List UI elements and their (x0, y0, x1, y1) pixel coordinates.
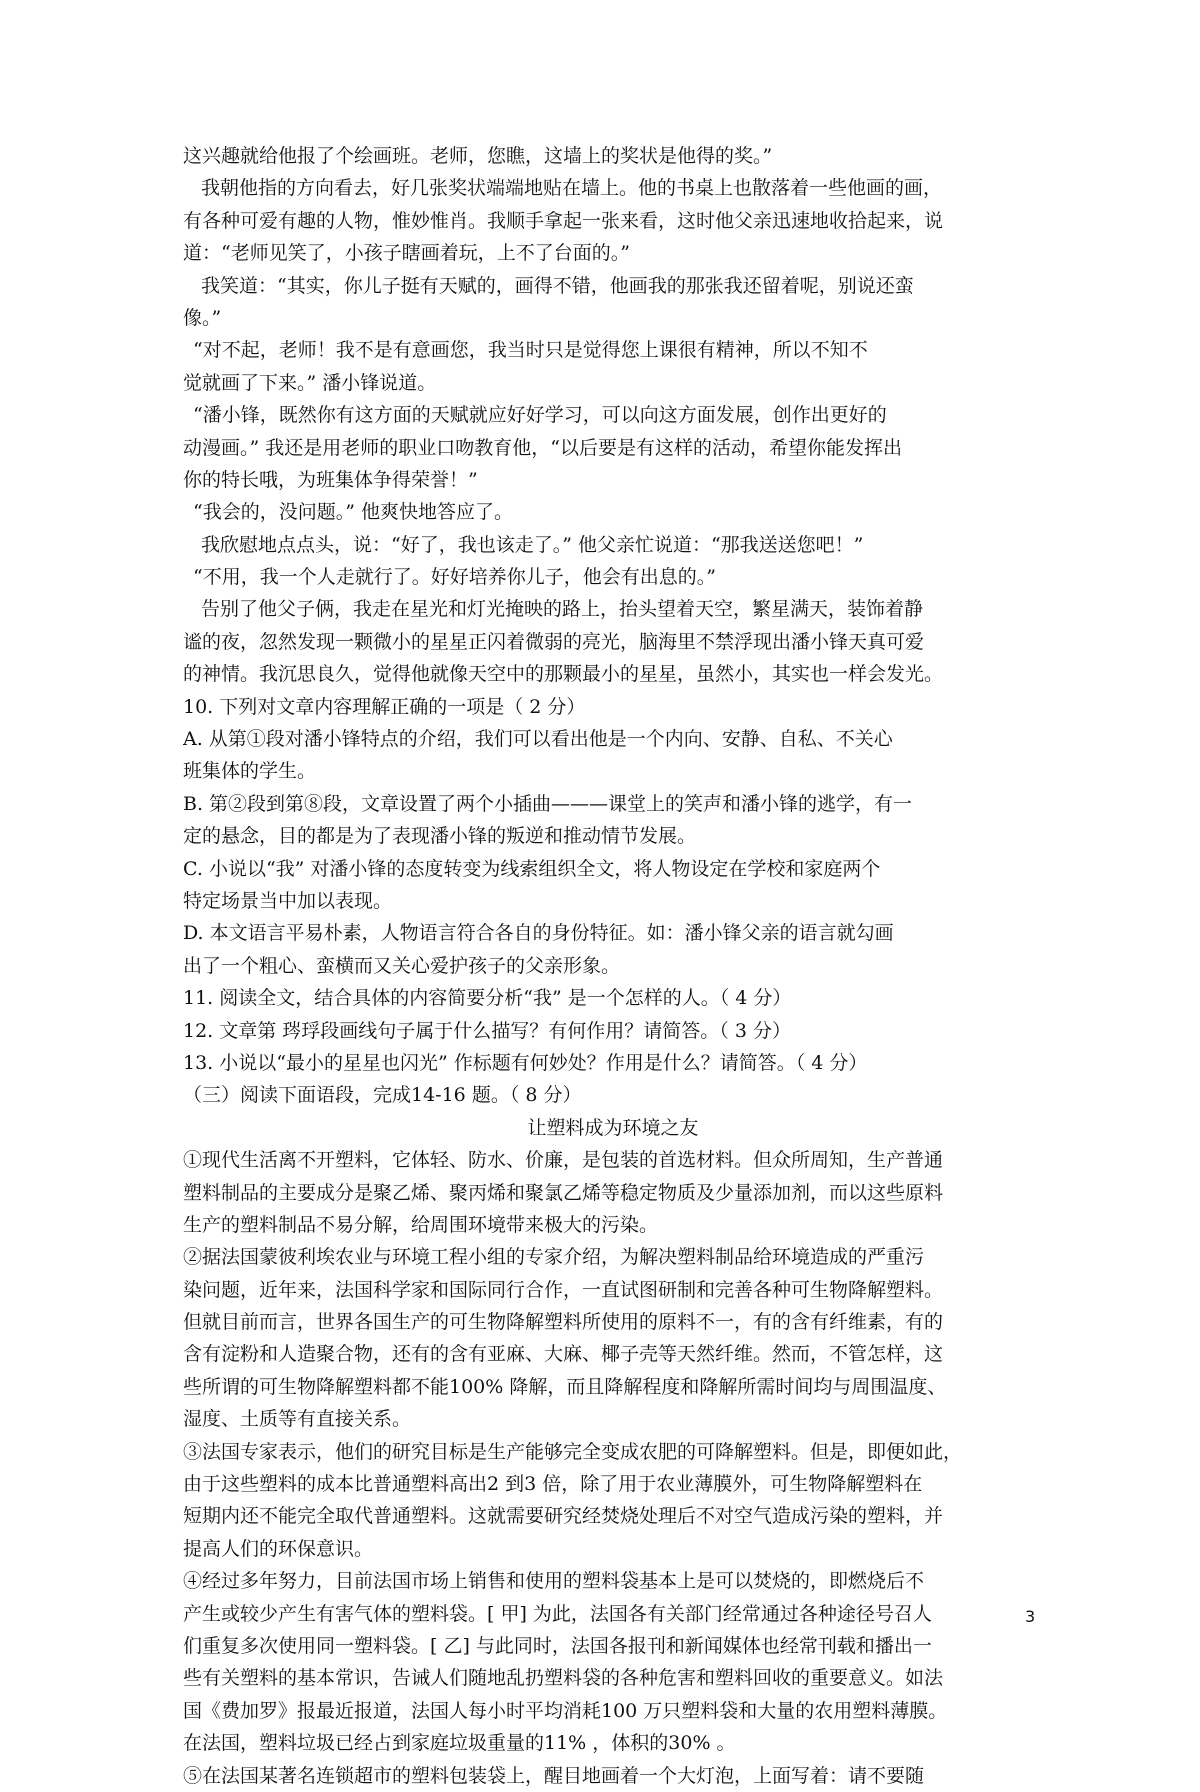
text-line: 定的悬念，目的都是为了表现潘小锋的叛逆和推动情节发展。 (183, 825, 697, 848)
document-body (183, 140, 1043, 1792)
page-number: 3 (1025, 1607, 1036, 1626)
text-line: 含有淀粉和人造聚合物，还有的含有亚麻、大麻、椰子壳等天然纤维。然而，不管怎样，这 (183, 1343, 944, 1366)
text-line: 们重复多次使用同一塑料袋。[ 乙] 与此同时，法国各报刊和新闻媒体也经常刊载和播出一 (183, 1634, 932, 1657)
text-line: “潘小锋，既然你有这方面的天赋就应好好学习，可以向这方面发展，创作出更好的 (193, 404, 887, 427)
text-line: 11. 阅读全文，结合具体的内容简要分析“我” 是一个怎样的人。（ 4 分） (183, 987, 792, 1010)
text-line: 动漫画。” 我还是用老师的职业口吻教育他，“以后要是有这样的活动，希望你能发挥出 (183, 436, 902, 459)
text-line: 生产的塑料制品不易分解，给周围环境带来极大的污染。 (183, 1213, 659, 1236)
text-line: A. 从第①段对潘小锋特点的介绍，我们可以看出他是一个内向、安静、自私、不关心 (183, 728, 893, 751)
text-line: D. 本文语言平易朴素，人物语言符合各自的身份特征。如：潘小锋父亲的语言就勾画 (183, 922, 894, 945)
text-line: 塑料制品的主要成分是聚乙烯、聚丙烯和聚氯乙烯等稳定物质及少量添加剂，而以这些原料 (183, 1181, 944, 1204)
text-line: 湿度、土质等有直接关系。 (183, 1408, 412, 1431)
article-title: 让塑料成为环境之友 (527, 1116, 699, 1139)
text-line: “我会的，没问题。” 他爽快地答应了。 (193, 501, 513, 524)
text-line: “对不起，老师！我不是有意画您，我当时只是觉得您上课很有精神，所以不知不 (193, 339, 868, 362)
text-line: 但就目前而言，世界各国生产的可生物降解塑料所使用的原料不一，有的含有纤维素，有的 (183, 1311, 944, 1334)
text-line: 谧的夜，忽然发现一颗微小的星星正闪着微弱的亮光，脑海里不禁浮现出潘小锋天真可爱 (183, 630, 925, 653)
text-line: ②据法国蒙彼利埃农业与环境工程小组的专家介绍，为解决塑料制品给环境造成的严重污 (183, 1246, 925, 1269)
text-line: ①现代生活离不开塑料，它体轻、防水、价廉，是包装的首选材料。但众所周知，生产普通 (183, 1149, 944, 1172)
text-line: 些所谓的可生物降解塑料都不能100% 降解，而且降解程度和降解所需时间均与周围温度、 (183, 1375, 947, 1398)
text-line: 短期内还不能完全取代普通塑料。这就需要研究经焚烧处理后不对空气造成污染的塑料，并 (183, 1505, 944, 1528)
text-line: ⑤在法国某著名连锁超市的塑料包装袋上，醒目地画着一个大灯泡，上面写着：请不要随 (183, 1764, 925, 1787)
text-line: 班集体的学生。 (183, 760, 317, 783)
text-line: 些有关塑料的基本常识，告诫人们随地乱扔塑料袋的各种危害和塑料回收的重要意义。如法 (183, 1667, 944, 1690)
text-line: 我欣慰地点点头，说：“好了，我也该走了。” 他父亲忙说道：“那我送送您吧！” (201, 533, 864, 556)
text-line: ③法国专家表示，他们的研究目标是生产能够完全变成农肥的可降解塑料。但是，即便如此， (183, 1440, 963, 1463)
text-line: 觉就画了下来。” 潘小锋说道。 (183, 371, 437, 394)
text-line: （三）阅读下面语段，完成14-16 题。（ 8 分） (183, 1084, 582, 1107)
text-line: 出了一个粗心、蛮横而又关心爱护孩子的父亲形象。 (183, 954, 621, 977)
text-line: “不用，我一个人走就行了。好好培养你儿子，他会有出息的。” (193, 566, 716, 589)
text-line: 我笑道：“其实，你儿子挺有天赋的，画得不错，他画我的那张我还留着呢，别说还蛮 (201, 274, 914, 297)
text-line: 12. 文章第 琌琈段画线句子属于什么描写？有何作用？请简答。（ 3 分） (183, 1019, 791, 1042)
text-line: 国《费加罗》报最近报道，法国人每小时平均消耗100 万只塑料袋和大量的农用塑料薄膜。 (183, 1699, 948, 1722)
text-line: 产生或较少产生有害气体的塑料袋。[ 甲] 为此，法国各有关部门经常通过各种途径号召人 (183, 1602, 932, 1625)
text-line: 的神情。我沉思良久，觉得他就像天空中的那颗最小的星星，虽然小，其实也一样会发光。 (183, 663, 944, 686)
text-line: B. 第②段到第⑧段，文章设置了两个小插曲———课堂上的笑声和潘小锋的逃学，有一 (183, 792, 913, 815)
text-line: 告别了他父子俩，我走在星光和灯光掩映的路上，抬头望着天空，繁星满天，装饰着静 (201, 598, 924, 621)
text-line: 13. 小说以“最小的星星也闪光” 作标题有何妙处？作用是什么？请简答。（ 4 分） (183, 1051, 868, 1074)
text-line: 像。” (183, 306, 222, 329)
text-line: 我朝他指的方向看去，好几张奖状端端地贴在墙上。他的书桌上也散落着一些他画的画， (201, 177, 943, 200)
text-line: 你的特长哦，为班集体争得荣誉！” (183, 468, 478, 491)
text-line: 有各种可爱有趣的人物，惟妙惟肖。我顺手拿起一张来看，这时他父亲迅速地收拾起来，说 (183, 209, 944, 232)
text-line: 提高人们的环保意识。 (183, 1537, 374, 1560)
text-line: C. 小说以“我” 对潘小锋的态度转变为线索组织全文，将人物设定在学校和家庭两个 (183, 857, 881, 880)
text-line: ④经过多年努力，目前法国市场上销售和使用的塑料袋基本上是可以焚烧的，即燃烧后不 (183, 1570, 925, 1593)
text-line: 由于这些塑料的成本比普通塑料高出2 到3 倍，除了用于农业薄膜外，可生物降解塑料在 (183, 1473, 923, 1496)
text-line: 道：“老师见笑了，小孩子瞎画着玩，上不了台面的。” (183, 242, 630, 265)
text-line: 染问题，近年来，法国科学家和国际同行合作，一直试图研制和完善各种可生物降解塑料。 (183, 1278, 944, 1301)
text-line: 在法国，塑料垃圾已经占到家庭垃圾重量的11% ，体积的30% 。 (183, 1732, 736, 1755)
text-line: 这兴趣就给他报了个绘画班。老师，您瞧，这墙上的奖状是他得的奖。” (183, 145, 773, 167)
text-line: 10. 下列对文章内容理解正确的一项是（ 2 分） (183, 695, 586, 718)
text-line: 特定场景当中加以表现。 (183, 889, 393, 912)
